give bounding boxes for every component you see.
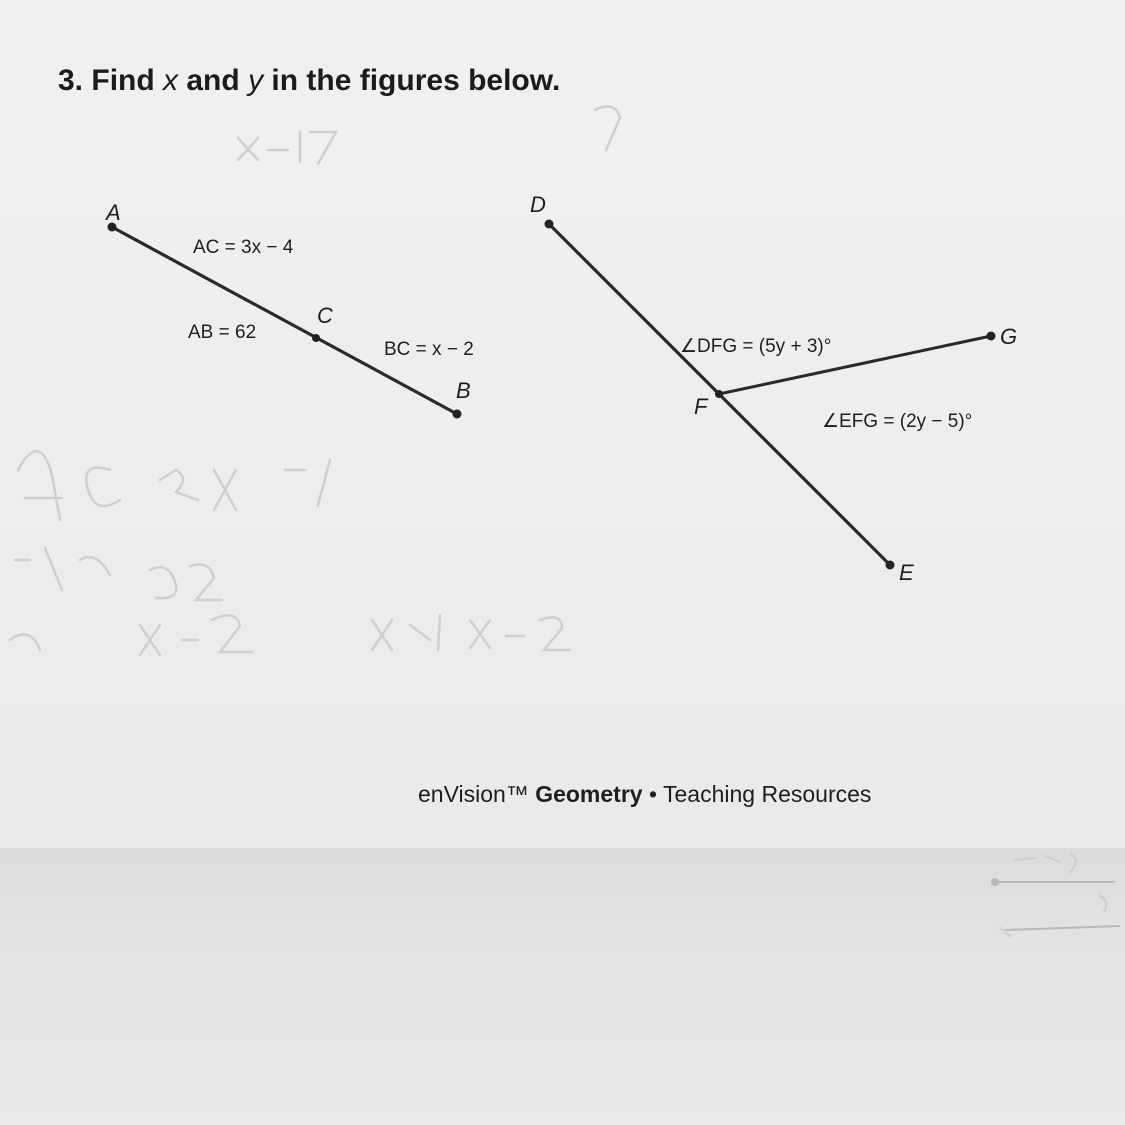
label-angle-efg: ∠EFG = (2y − 5)° <box>822 411 973 432</box>
problem-text-rest: in the figures below. <box>271 64 561 97</box>
point-g <box>987 332 996 341</box>
footer-resource: Teaching Resources <box>663 781 872 807</box>
label-ab-length: AB = 62 <box>188 322 257 343</box>
point-b <box>453 410 462 419</box>
footer-brand: enVision™ <box>418 781 529 807</box>
label-point-b: B <box>456 378 471 403</box>
footer-bullet: • <box>648 781 658 807</box>
footer-credit <box>418 781 871 808</box>
figure-segment-ab <box>104 200 474 419</box>
point-e <box>886 561 895 570</box>
label-point-a: A <box>106 200 121 225</box>
problem-number: 3. <box>58 64 84 97</box>
problem-var-y: y <box>248 64 264 97</box>
point-f <box>715 390 723 398</box>
label-ac-length: AC = 3x − 4 <box>193 237 294 258</box>
label-point-c: C <box>317 303 333 328</box>
label-bc-length: BC = x − 2 <box>384 339 474 360</box>
label-point-d: D <box>530 192 546 217</box>
label-angle-dfg: ∠DFG = (5y + 3)° <box>680 336 832 357</box>
figure-angle-dfe <box>530 192 1017 585</box>
label-point-g: G <box>1000 324 1018 349</box>
point-c <box>312 334 320 342</box>
problem-text-and: and <box>186 64 240 97</box>
footer-subject: Geometry <box>535 781 643 807</box>
label-point-e: E <box>899 560 914 585</box>
label-point-f: F <box>694 394 708 419</box>
problem-var-x: x <box>163 64 179 97</box>
problem-text-find: Find <box>91 64 155 97</box>
next-page-diagram-fragment <box>992 879 1120 930</box>
point-d <box>545 220 554 229</box>
